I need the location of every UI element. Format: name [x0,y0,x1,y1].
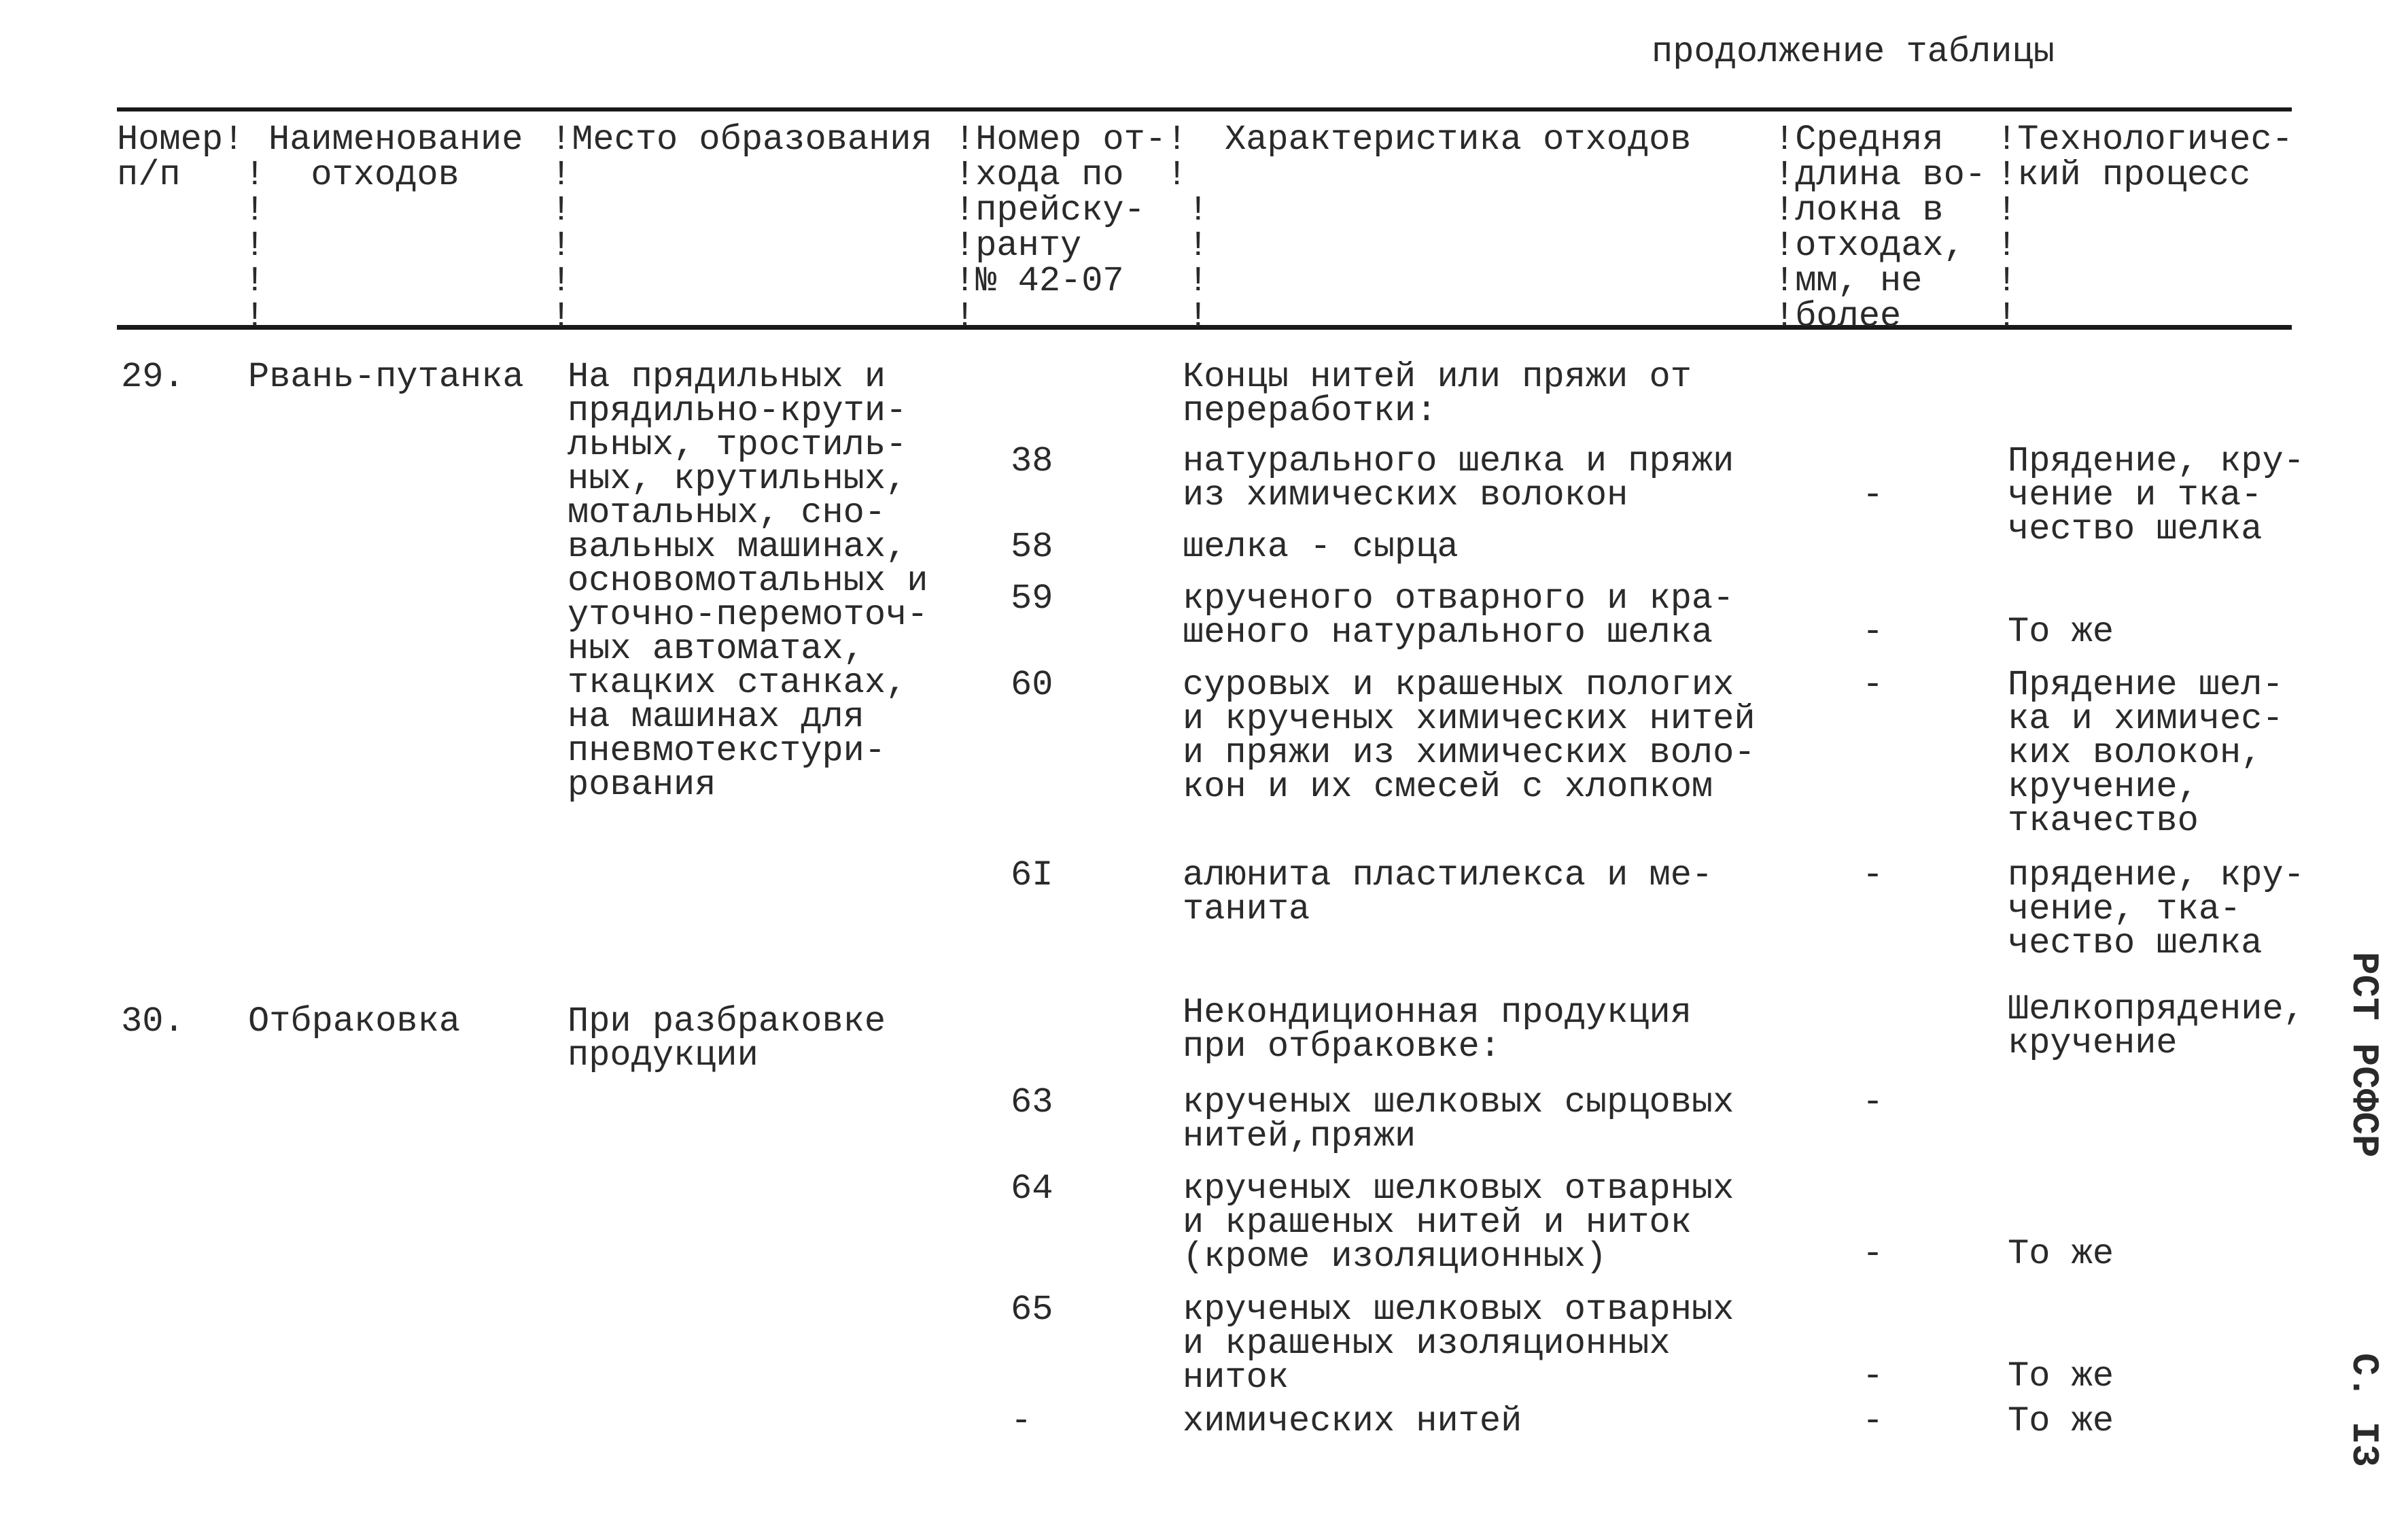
waste-name: Рвань-путанка [248,357,524,397]
item-length: - [1862,612,1884,652]
item-process: То же [2008,1234,2114,1274]
formation-place: При разбраковке продукции [568,1001,886,1076]
side-page-number: С. I3 [2342,1353,2386,1468]
waste-name: Отбраковка [248,1001,461,1042]
header-waste-name: Наименование отходов [268,120,523,195]
item-characteristic: алюнита пластилекса и ме- танита [1183,855,1713,929]
item-length: - [1862,1234,1884,1274]
header-number: Номер! п/п ! ! ! ! ! [117,120,266,337]
header-fiber-length: !Средняя !длина во- !локна в !отходах, !мм, не !более [1774,120,1987,337]
item-characteristic: крученых шелковых сырцовых нитей,пряжи [1183,1082,1734,1156]
item-characteristic: крученых шелковых отварных и крашеных изоляционных ниток [1183,1290,1734,1398]
row-number: 29. [121,357,185,397]
item-code: 63 [1011,1082,1053,1122]
item-code: - [1011,1401,1032,1441]
item-process: То же [2008,1401,2114,1441]
item-code: 59 [1011,579,1053,619]
table-continuation-caption: продолжение таблицы [1652,32,2055,72]
header-characteristics: Характеристика отходов [1225,120,1692,160]
header-top-rule [117,107,2292,111]
item-characteristic: суровых и крашеных пологих и крученых химических нитей и пряжи из химических воло- кон и их смесей с хлопком [1183,665,1756,807]
item-length: - [1862,1401,1884,1441]
item-code: 58 [1011,527,1053,567]
item-length: - [1862,855,1884,895]
formation-place: На прядильных и прядильно-крути- льных, тростиль- ных, крутильных, мотальных, сно- вальных машинах, основомотальных и уточно-перемоточ- ных автоматах, ткацких станках, на машинах для пневмотекстури- рования [568,357,928,805]
side-standard-code: РСТ РСФСР [2342,952,2386,1158]
item-characteristic: химических нитей [1183,1401,1522,1441]
header-process: !Технологичес- !кий процесс ! ! ! ! [1996,120,2293,337]
item-code: 60 [1011,665,1053,705]
item-process: То же [2008,1356,2114,1396]
item-process: Прядение шел- ка и химичес- ких волокон, кручение, ткачество [2008,665,2284,841]
header-price-code: !Номер от-! !хода по ! !прейску- ! !ранту ! !№ 42-07 ! ! ! [954,120,1209,337]
header-place: !Место образования ! ! ! ! ! [551,120,932,337]
item-length: - [1862,1356,1884,1396]
item-length: - [1862,665,1884,705]
item-characteristic: крученых шелковых отварных и крашеных нитей и ниток (кроме изоляционных) [1183,1169,1734,1277]
row-number: 30. [121,1001,185,1042]
characteristic-intro: Концы нитей или пряжи от переработки: [1183,357,1692,431]
item-characteristic: крученого отварного и кра- шеного натурального шелка [1183,579,1734,653]
item-code: 65 [1011,1290,1053,1330]
item-code: 64 [1011,1169,1053,1209]
item-length: - [1862,1082,1884,1122]
item-length: - [1862,475,1884,515]
item-code: 6I [1011,855,1053,895]
item-code: 38 [1011,441,1053,481]
item-process: Прядение, кру- чение и тка- чество шелка [2008,441,2305,549]
process-intro: Шелкопрядение, кручение [2008,989,2305,1063]
item-process: То же [2008,612,2114,652]
characteristic-intro: Некондиционная продукция при отбраковке: [1183,993,1692,1067]
item-characteristic: натурального шелка и пряжи из химических волокон [1183,441,1734,515]
item-characteristic: шелка - сырца [1183,527,1459,567]
item-process: прядение, кру- чение, тка- чество шелка [2008,855,2305,963]
